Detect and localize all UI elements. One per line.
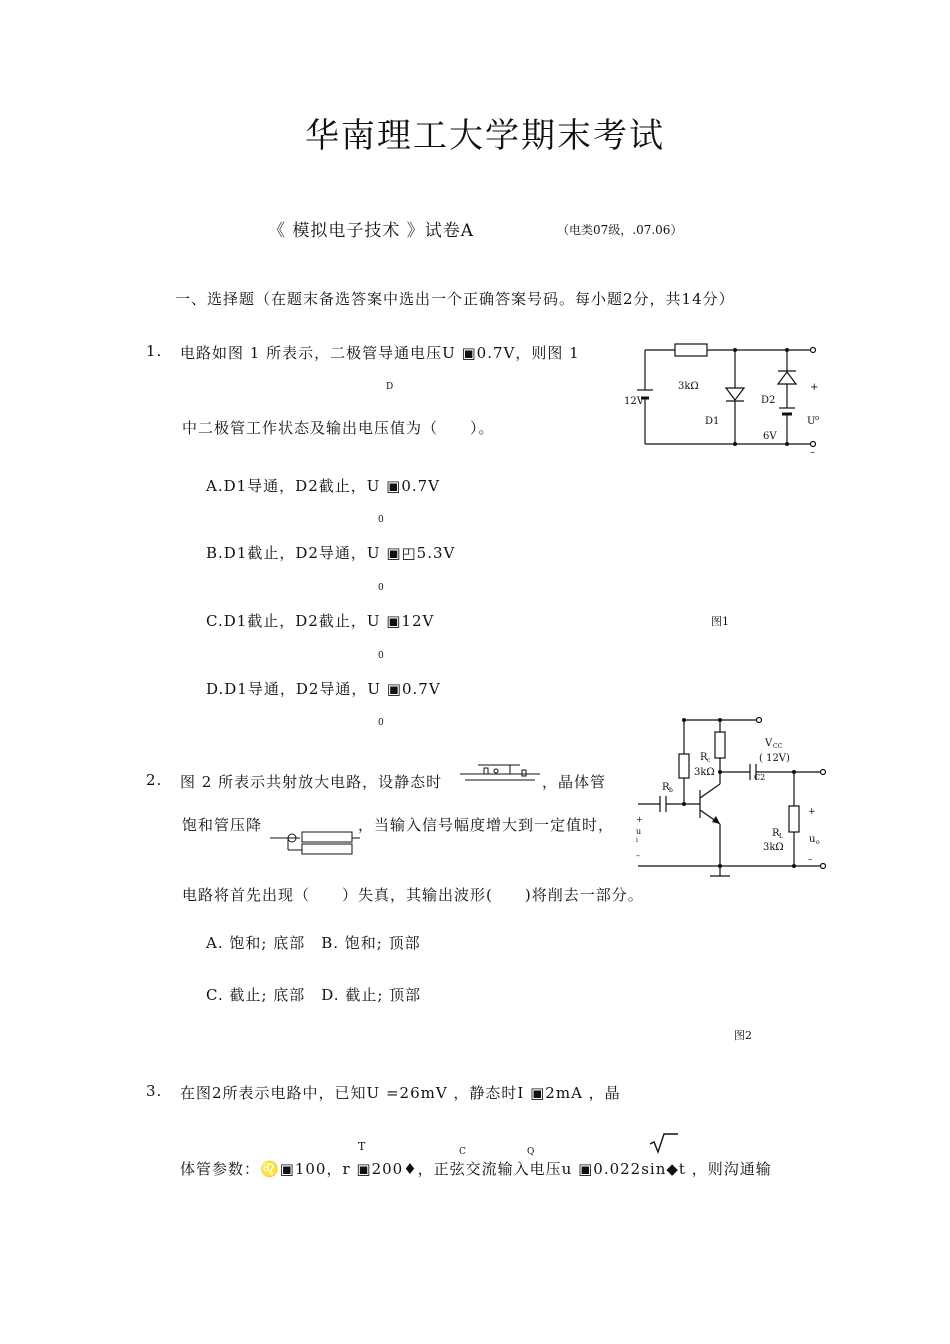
fig1-uo-label: U xyxy=(807,416,816,427)
fig2-rl-label: R xyxy=(772,828,780,839)
figure-1-caption: 图1 xyxy=(711,615,729,628)
fig2-vcc-value: ( 12V) xyxy=(759,753,790,764)
fig2-rc-sub: c xyxy=(707,757,711,764)
q1-option-a-sub: 0 xyxy=(378,515,384,525)
fig2-ui-sub: i xyxy=(636,837,638,844)
q3-line2: 体管参数：♌▣100，r ▣200♦，正弦交流输入电压u ▣0.022sin◆t ，则沟通输 xyxy=(180,1160,772,1178)
fig1-source-label: 12V xyxy=(624,396,644,407)
q1-option-d-sub: 0 xyxy=(378,718,384,728)
q1-option-a: A.D1导通，D2截止，U ▣0.7V xyxy=(206,477,441,495)
fig1-resistor-label: 3kΩ xyxy=(678,381,699,392)
fig2-rc-value: 3kΩ xyxy=(694,767,715,778)
fig1-d2-label: D2 xyxy=(761,395,776,406)
fig1-minus: – xyxy=(810,447,815,458)
q2-line1a: 图 2 所表示共射放大电路，设静态时 xyxy=(180,773,443,791)
fig2-vcc-sub: CC xyxy=(773,743,783,750)
fig2-c2-label: C2 xyxy=(754,773,766,782)
q1-option-d: D.D1导通，D2导通，U ▣0.7V xyxy=(206,680,441,698)
q2-line1b: ，晶体管 xyxy=(542,773,607,791)
fig2-vcc-label: V xyxy=(765,738,773,749)
fig2-rb-sub: b xyxy=(669,787,673,794)
fig2-rb-label: R xyxy=(662,782,670,793)
fig1-d1-label: D1 xyxy=(705,416,720,427)
section-heading: 一、选择题（在题末备选答案中选出一个正确答案号码。每小题2分，共14分） xyxy=(175,290,735,308)
exam-subtitle: 《 模拟电子技术 》试卷A xyxy=(268,221,475,241)
q2-inline-formula-1 xyxy=(460,760,540,784)
q2-line2a: 饱和管压降 xyxy=(182,816,263,834)
fig2-rl-sub: L xyxy=(779,833,783,840)
sqrt-symbol xyxy=(648,1132,678,1154)
figure-2-circuit xyxy=(632,710,832,885)
fig1-6v-label: 6V xyxy=(763,431,777,442)
q1-option-c: C.D1截止，D2截止，U ▣12V xyxy=(206,612,435,630)
q2-options-cd: C. 截止; 底部 D. 截止; 顶部 xyxy=(206,986,422,1004)
q3-superscript-q: Q xyxy=(527,1147,535,1157)
fig2-uo-sub: o xyxy=(816,839,820,846)
fig1-uo-sub: o xyxy=(815,414,820,422)
q1-option-b: B.D1截止，D2导通，U ▣◰5.3V xyxy=(206,544,456,562)
fig2-ui-minus: – xyxy=(636,851,640,860)
q3-line1: 在图2所表示电路中，已知U =26mV ，静态时I ▣2mA ，晶 xyxy=(180,1084,621,1102)
q2-line2b: ，当输入信号幅度增大到一定值时， xyxy=(358,816,615,834)
figure-2-caption: 图2 xyxy=(734,1029,752,1042)
q2-options-ab: A. 饱和; 底部 B. 饱和; 顶部 xyxy=(206,934,421,952)
fig2-ui-plus: + xyxy=(636,815,643,824)
exam-note: （电类07级，.07.06） xyxy=(557,223,683,237)
q3-superscript-c: C xyxy=(459,1147,466,1157)
q1-subscript-d: D xyxy=(386,382,394,392)
fig2-plus: + xyxy=(808,807,816,817)
q1-line2: 中二极管工作状态及输出电压值为（ ）。 xyxy=(182,419,495,437)
fig2-minus: – xyxy=(808,855,813,865)
figure-1-circuit xyxy=(615,338,830,458)
fig1-plus: + xyxy=(810,382,819,393)
q1-line1: 电路如图 1 所表示，二极管导通电压U ▣0.7V，则图 1 xyxy=(180,344,580,362)
q2-number: 2. xyxy=(146,771,163,789)
fig2-rl-value: 3kΩ xyxy=(763,842,784,853)
q2-line3: 电路将首先出现（ ）失真，其输出波形( )将削去一部分。 xyxy=(182,886,644,904)
fig2-uo-label: u xyxy=(809,834,816,845)
q3-number: 3. xyxy=(146,1082,163,1100)
q1-number: 1. xyxy=(146,342,163,360)
q1-option-c-sub: 0 xyxy=(378,651,384,661)
q3-superscript-t: T xyxy=(358,1140,366,1153)
page-title: 华南理工大学期末考试 xyxy=(305,116,665,156)
q1-option-b-sub: 0 xyxy=(378,583,384,593)
fig2-rc-label: R xyxy=(700,752,708,763)
fig2-ui-label: u xyxy=(636,827,642,836)
q2-inline-formula-2 xyxy=(270,828,360,858)
